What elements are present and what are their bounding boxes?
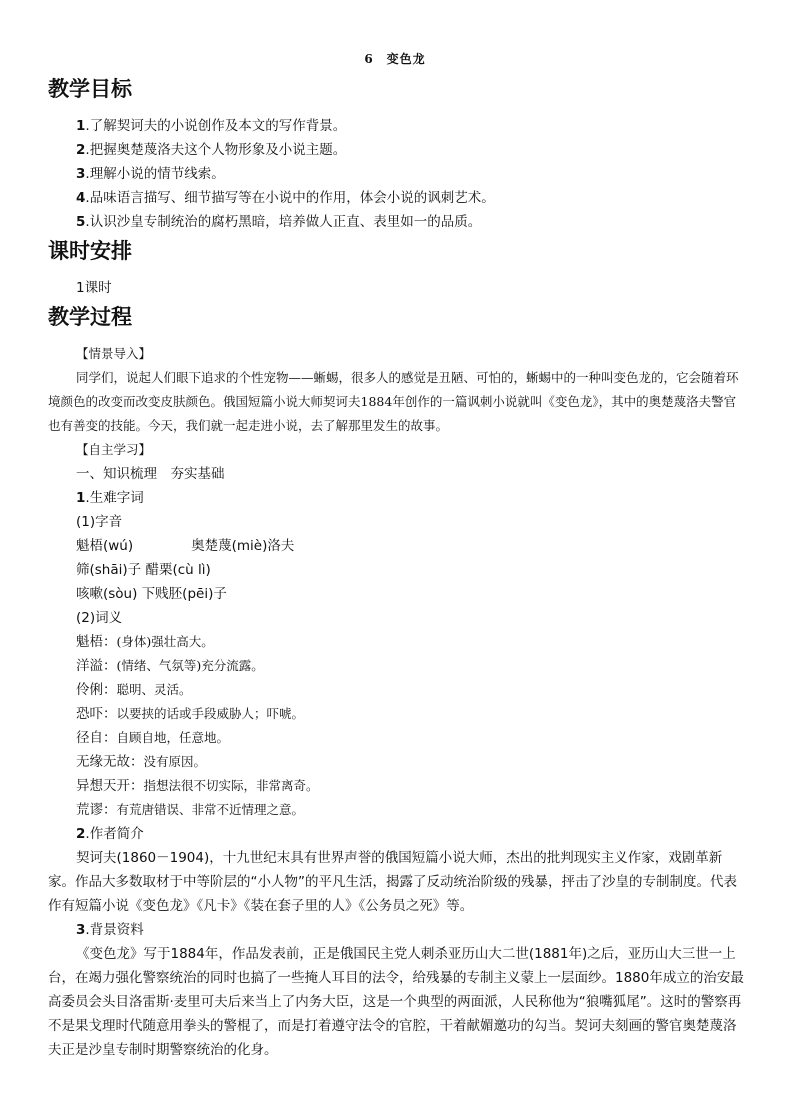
vocab-title: 1.生难字词: [76, 490, 144, 506]
meaning-item: 荒谬：有荒唐错误、非常不近情理之意。: [76, 802, 305, 818]
objective-item: 1.了解契诃夫的小说创作及本文的写作背景。: [76, 118, 347, 134]
document-body: [48, 72, 748, 1062]
self-study-label: 【自主学习】: [76, 442, 152, 457]
heading-schedule: 课时安排: [48, 238, 132, 263]
meaning-item: 洋溢：(情绪、气氛等)充分流露。: [76, 658, 264, 674]
lesson-title: 6 变色龙: [364, 52, 426, 66]
author-paragraph: 契诃夫(1860－1904)，十九世纪末具有世界声誉的俄国短篇小说大师，杰出的批判现实主义作家，戏剧革新家。作品大多数取材于中等阶层的“小人物”的平凡生活，揭露了反动统治阶级的残暴，抨击了沙皇的专制制度。代表作有短篇小说《变色龙》《凡卡》《装在套子里的人》《公务员之死》等。: [48, 850, 737, 914]
objective-item: 3.理解小说的情节线索。: [76, 166, 225, 182]
part1-title: 一、知识梳理 夯实基础: [76, 466, 225, 482]
meaning-title: (2)词义: [76, 610, 123, 626]
heading-process: 教学过程: [48, 304, 132, 329]
pronunciation-line: 咳嗽(sòu) 下贱胚(pēi)子: [76, 586, 227, 602]
pronunciation-title: (1)字音: [76, 514, 123, 530]
schedule-text: 1课时: [76, 280, 112, 296]
intro-paragraph: 同学们，说起人们眼下追求的个性宠物——蜥蜴，很多人的感觉是丑陋、可怕的，蜥蜴中的一种叫变色龙的，它会随着环境颜色的改变而改变皮肤颜色。俄国短篇小说大师契诃夫1884年创作的一篇讽刺小说就叫《变色龙》，其中的奥楚蔑洛夫警官也有善变的技能。今天，我们就一起走进小说，去了解那里发生的故事。: [48, 370, 739, 433]
meaning-list: [48, 630, 748, 822]
intro-label: 【情景导入】: [76, 346, 152, 361]
background-paragraph: 《变色龙》写于1884年，作品发表前，正是俄国民主党人刺杀亚历山大二世(1881年)之后，亚历山大三世一上台，在竭力强化警察统治的同时也搞了一些掩人耳目的法令，给残暴的专制主义蒙上一层面纱。1880年成立的治安最高委员会头目洛雷斯·麦里可夫后来当上了内务大臣，这是一个典型的两面派，人民称他为“狼嘴狐尾”。这时的警察再不是果戈理时代随意用拳头的警棍了，而是打着遵守法令的官腔，干着献媚邀功的勾当。契诃夫刻画的警官奥楚蔑洛夫正是沙皇专制时期警察统治的化身。: [48, 946, 744, 1058]
objective-item: 4.品味语言描写、细节描写等在小说中的作用，体会小说的讽刺艺术。: [76, 190, 495, 206]
objectives-list: [48, 114, 748, 234]
objective-item: 5.认识沙皇专制统治的腐朽黑暗，培养做人正直、表里如一的品质。: [76, 214, 482, 230]
meaning-item: 无缘无故：没有原因。: [76, 754, 207, 770]
meaning-item: 恐吓：以要挟的话或手段威胁人；吓唬。: [76, 706, 305, 722]
background-title: 3.背景资料: [76, 922, 144, 938]
meaning-item: 伶俐：聪明、灵活。: [76, 682, 192, 698]
heading-objectives: 教学目标: [48, 76, 132, 101]
meaning-item: 径自：自顾自地，任意地。: [76, 730, 230, 746]
author-title: 2.作者简介: [76, 826, 144, 842]
pronunciation-line: 筛(shāi)子 醋栗(cù lì): [76, 562, 211, 578]
objective-item: 2.把握奥楚蔑洛夫这个人物形象及小说主题。: [76, 142, 347, 158]
pronunciation-line: 魁梧(wú) 奥楚蔑(miè)洛夫: [76, 538, 295, 554]
meaning-item: 异想天开：指想法很不切实际，非常离奇。: [76, 778, 319, 794]
meaning-item: 魁梧：(身体)强壮高大。: [76, 634, 214, 650]
